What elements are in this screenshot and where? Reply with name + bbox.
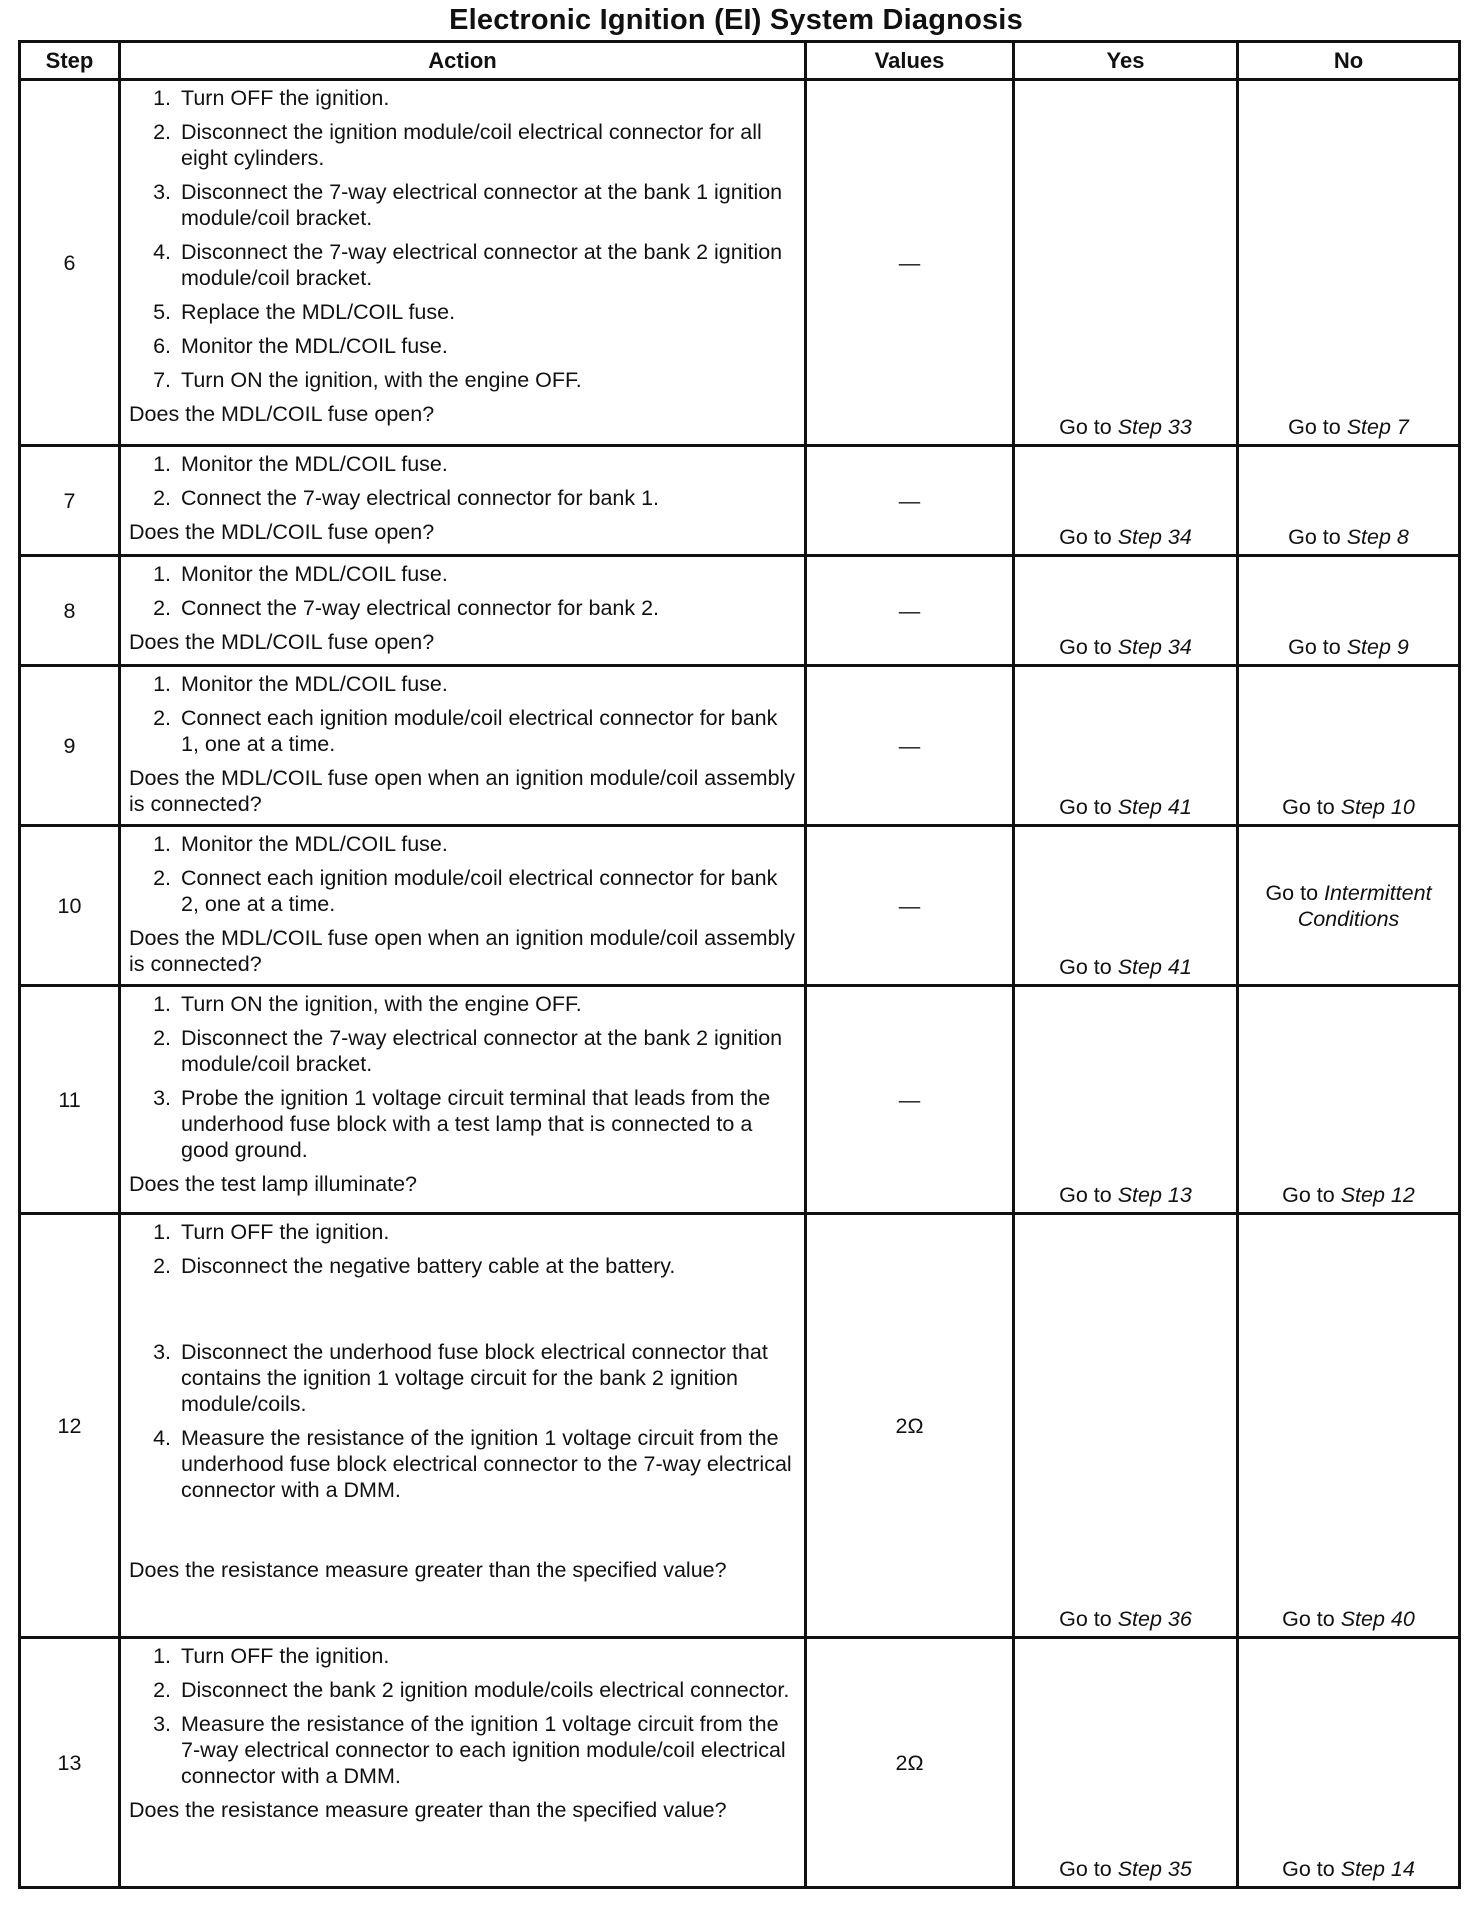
action-item: 3. Disconnect the underhood fuse block electrical connector that contains the ignition 1 voltage circuit for the bank 2 ignition module/coils. [153, 1340, 768, 1416]
action-item: 2. Connect the 7-way electrical connector for bank 2. [153, 596, 660, 620]
action-item: 3. Measure the resistance of the ignition 1 voltage circuit from the 7-way electrical connector to each ignition module/coil electrical connector with a DMM. [153, 1712, 786, 1788]
table-row [20, 826, 1460, 986]
table-row [20, 446, 1460, 556]
question: Does the MDL/COIL fuse open when an ignition module/coil assembly is connected? [129, 766, 796, 816]
action-item: 1. Turn ON the ignition, with the engine OFF. [153, 992, 582, 1016]
action-item: 1. Turn OFF the ignition. [153, 1644, 390, 1668]
step-link[interactable]: Step 9 [1346, 635, 1409, 659]
value-cell: — [806, 666, 1014, 826]
no-cell: Go to Step 14 [1238, 1638, 1460, 1888]
step-number: 11 [20, 986, 120, 1214]
yes-cell: Go to Step 33 [1014, 80, 1238, 446]
table-row [20, 556, 1460, 666]
action-item: 6. Monitor the MDL/COIL fuse. [153, 334, 448, 358]
spacer [129, 1287, 796, 1331]
step-link[interactable]: Step 12 [1340, 1183, 1415, 1207]
header-no: No [1238, 42, 1460, 80]
step-link[interactable]: Step 7 [1346, 415, 1409, 439]
table-row [20, 80, 1460, 446]
step-link[interactable]: Step 8 [1346, 525, 1409, 549]
yes-cell: Go to Step 34 [1014, 556, 1238, 666]
action-cell [120, 666, 806, 826]
step-link[interactable]: Step 34 [1117, 635, 1192, 659]
action-cell [120, 1638, 806, 1888]
action-item: 7. Turn ON the ignition, with the engine OFF. [153, 368, 582, 392]
action-item: 4. Measure the resistance of the ignition 1 voltage circuit from the underhood fuse block electrical connector to the 7-way electrical connector with a DMM. [153, 1426, 792, 1502]
question: Does the MDL/COIL fuse open? [129, 630, 435, 654]
step-link[interactable]: Step 33 [1117, 415, 1192, 439]
no-cell: Go to Step 40 [1238, 1214, 1460, 1638]
action-cell [120, 986, 806, 1214]
action-item: 1. Monitor the MDL/COIL fuse. [153, 562, 448, 586]
action-item: 2. Connect the 7-way electrical connector for bank 1. [153, 486, 660, 510]
no-cell: Go to Intermittent Conditions [1238, 826, 1460, 986]
action-item: 5. Replace the MDL/COIL fuse. [153, 300, 456, 324]
header-values: Values [806, 42, 1014, 80]
no-cell: Go to Step 7 [1238, 80, 1460, 446]
action-item: 2. Connect each ignition module/coil electrical connector for bank 2, one at a time. [153, 866, 778, 916]
action-cell [120, 826, 806, 986]
step-number: 13 [20, 1638, 120, 1888]
action-cell [120, 80, 806, 446]
header-step: Step [20, 42, 120, 80]
question: Does the MDL/COIL fuse open? [129, 402, 435, 426]
value-cell: — [806, 80, 1014, 446]
action-item: 2. Disconnect the 7-way electrical connector at the bank 2 ignition module/coil bracket. [153, 1026, 783, 1076]
step-number: 8 [20, 556, 120, 666]
action-cell [120, 446, 806, 556]
action-cell [120, 556, 806, 666]
yes-cell: Go to Step 35 [1014, 1638, 1238, 1888]
yes-cell: Go to Step 41 [1014, 826, 1238, 986]
step-link[interactable]: Intermittent Conditions [1297, 880, 1432, 931]
step-link[interactable]: Step 14 [1340, 1857, 1415, 1881]
question: Does the MDL/COIL fuse open? [129, 520, 435, 544]
header-action: Action [120, 42, 806, 80]
no-cell: Go to Step 9 [1238, 556, 1460, 666]
question: Does the test lamp illuminate? [129, 1172, 418, 1196]
action-item: 3. Probe the ignition 1 voltage circuit terminal that leads from the underhood fuse block with a test lamp that is connected to a good ground. [153, 1086, 771, 1162]
action-item: 2. Disconnect the ignition module/coil electrical connector for all eight cylinders. [153, 120, 762, 170]
value-cell: — [806, 446, 1014, 556]
action-item: 2. Connect each ignition module/coil electrical connector for bank 1, one at a time. [153, 706, 778, 756]
table-row [20, 1638, 1460, 1888]
header-yes: Yes [1014, 42, 1238, 80]
step-number: 9 [20, 666, 120, 826]
question: Does the MDL/COIL fuse open when an ignition module/coil assembly is connected? [129, 926, 796, 976]
action-item: 4. Disconnect the 7-way electrical connector at the bank 2 ignition module/coil bracket. [153, 240, 783, 290]
step-link[interactable]: Step 13 [1117, 1183, 1192, 1207]
step-number: 10 [20, 826, 120, 986]
step-link[interactable]: Step 41 [1117, 955, 1192, 979]
yes-cell: Go to Step 34 [1014, 446, 1238, 556]
step-number: 6 [20, 80, 120, 446]
action-item: 1. Monitor the MDL/COIL fuse. [153, 672, 448, 696]
no-cell: Go to Step 12 [1238, 986, 1460, 1214]
step-number: 7 [20, 446, 120, 556]
step-link[interactable]: Step 40 [1340, 1607, 1415, 1631]
action-cell [120, 1214, 806, 1638]
table-row [20, 986, 1460, 1214]
action-item: 1. Monitor the MDL/COIL fuse. [153, 832, 448, 856]
step-link[interactable]: Step 10 [1340, 795, 1415, 819]
value-cell: — [806, 986, 1014, 1214]
question: Does the resistance measure greater than the specified value? [129, 1798, 727, 1822]
table-row [20, 666, 1460, 826]
yes-cell: Go to Step 36 [1014, 1214, 1238, 1638]
step-link[interactable]: Step 35 [1117, 1857, 1192, 1881]
value-cell: 2Ω [806, 1638, 1014, 1888]
page-title: Electronic Ignition (EI) System Diagnosis [449, 4, 1023, 36]
step-link[interactable]: Step 36 [1117, 1607, 1192, 1631]
action-item: 1. Turn OFF the ignition. [153, 86, 390, 110]
no-cell: Go to Step 8 [1238, 446, 1460, 556]
action-item: 3. Disconnect the 7-way electrical connector at the bank 1 ignition module/coil bracket. [153, 180, 783, 230]
value-cell: — [806, 556, 1014, 666]
step-link[interactable]: Step 34 [1117, 525, 1192, 549]
action-item: 2. Disconnect the bank 2 ignition module/coils electrical connector. [153, 1678, 790, 1702]
value-cell: — [806, 826, 1014, 986]
action-item: 1. Turn OFF the ignition. [153, 1220, 390, 1244]
no-cell: Go to Step 10 [1238, 666, 1460, 826]
yes-cell: Go to Step 13 [1014, 986, 1238, 1214]
question: Does the resistance measure greater than the specified value? [129, 1558, 727, 1582]
yes-cell: Go to Step 41 [1014, 666, 1238, 826]
header-row [20, 42, 1460, 80]
step-number: 12 [20, 1214, 120, 1638]
diagnosis-table [18, 40, 1461, 1889]
value-cell: 2Ω [806, 1214, 1014, 1638]
table-row [20, 1214, 1460, 1638]
action-item: 2. Disconnect the negative battery cable at the battery. [153, 1254, 676, 1278]
spacer [129, 1511, 796, 1549]
step-link[interactable]: Step 41 [1117, 795, 1192, 819]
action-item: 1. Monitor the MDL/COIL fuse. [153, 452, 448, 476]
